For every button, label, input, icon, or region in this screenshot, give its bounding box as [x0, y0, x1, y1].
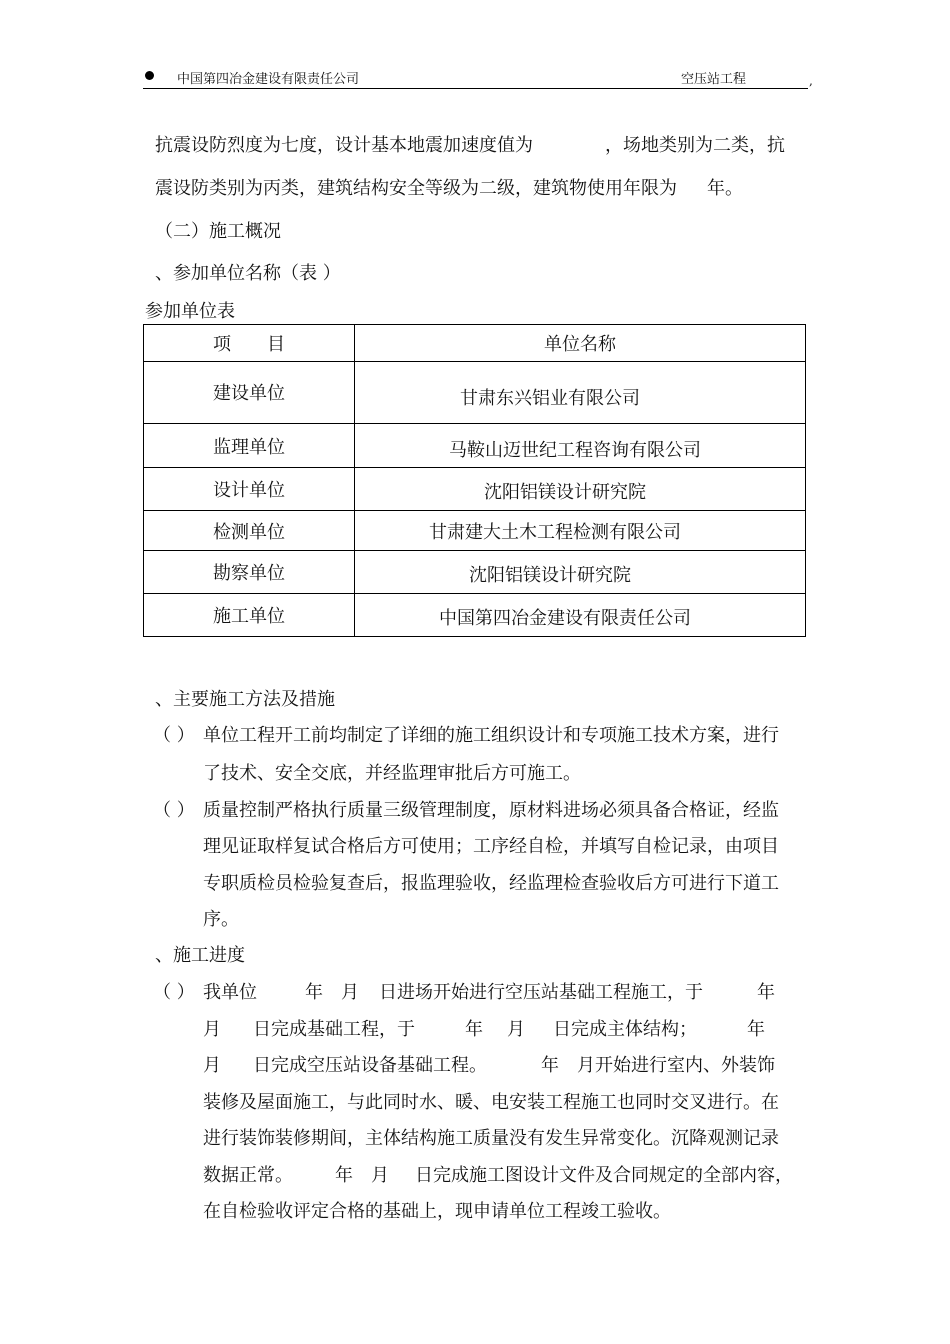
- intro-line-2: [155, 174, 743, 200]
- table-row: [144, 594, 806, 637]
- subsection-2-title: 、主要施工方法及措施: [155, 689, 335, 710]
- method-2-line-1: 质量控制严格执行质量三级管理制度，原材料进场必须具备合格证，经监: [203, 800, 779, 821]
- page-header: [143, 66, 813, 89]
- table-cell-name: 中国第四冶金建设有限责任公司: [355, 594, 806, 637]
- progress-word: 数据正常。: [203, 1165, 293, 1186]
- bullet-icon: [145, 71, 154, 80]
- method-1-number: （ ）: [153, 725, 195, 746]
- table-cell-item: 设计单位: [144, 468, 355, 511]
- table-row: [144, 511, 806, 551]
- table-header-name: 单位名称: [355, 325, 806, 362]
- table-row: [144, 424, 806, 468]
- method-1-line-1: 单位工程开工前均制定了详细的施工组织设计和专项施工技术方案，进行: [203, 725, 779, 746]
- progress-line-3: [203, 1051, 775, 1077]
- method-2-line-3: 专职质检员检验复查后，报监理验收，经监理检查验收后方可进行下道工: [203, 873, 779, 894]
- progress-word: 年: [747, 1019, 765, 1040]
- progress-word: 年: [465, 1019, 483, 1040]
- table-cell-name: 马鞍山迈世纪工程咨询有限公司: [355, 424, 806, 468]
- progress-line-2: [203, 1015, 765, 1041]
- table-cell-name: 沈阳铝镁设计研究院: [355, 468, 806, 511]
- table-header-item: 项 目: [144, 325, 355, 362]
- progress-line-1: [203, 978, 775, 1004]
- section-2-title: （二）施工概况: [155, 221, 281, 242]
- table-caption: 参加单位表: [145, 301, 235, 322]
- intro-line-2-b: 年。: [707, 178, 743, 199]
- progress-word: 年: [335, 1165, 353, 1186]
- table-row: [144, 468, 806, 511]
- table-cell-item: 检测单位: [144, 511, 355, 551]
- table-row: [144, 551, 806, 594]
- progress-word: 月: [203, 1055, 221, 1076]
- method-1-line-2: 了技术、安全交底，并经监理审批后方可施工。: [203, 763, 581, 784]
- header-project: 空压站工程: [681, 72, 747, 87]
- intro-line-1-b: ，场地类别为二类，抗: [605, 135, 785, 156]
- progress-number: （ ）: [153, 982, 195, 1003]
- table-cell-item: 施工单位: [144, 594, 355, 637]
- method-2-number: （ ）: [153, 800, 195, 821]
- progress-line-5: 进行装饰装修期间，主体结构施工质量没有发生异常变化。沉降观测记录: [203, 1128, 779, 1149]
- table-cell-item: 监理单位: [144, 424, 355, 468]
- progress-word: 年: [757, 982, 775, 1003]
- progress-line-7: 在自检验收评定合格的基础上，现申请单位工程竣工验收。: [203, 1201, 671, 1222]
- table-cell-item: 勘察单位: [144, 551, 355, 594]
- progress-word: 日完成基础工程，于: [253, 1019, 415, 1040]
- progress-word: 年: [305, 982, 323, 1003]
- progress-word: 日进场开始进行空压站基础工程施工，于: [379, 982, 703, 1003]
- table-row: [144, 362, 806, 424]
- table-header-row: [144, 325, 806, 362]
- subsection-3-title: 、施工进度: [155, 945, 245, 966]
- table-cell-name: 沈阳铝镁设计研究院: [355, 551, 806, 594]
- progress-word: 日完成主体结构；: [553, 1019, 697, 1040]
- progress-word: 日完成施工图设计文件及合同规定的全部内容，: [415, 1165, 793, 1186]
- intro-line-1: [155, 131, 785, 157]
- progress-line-6: [203, 1161, 793, 1187]
- table-cell-name: 甘肃东兴铝业有限公司: [355, 362, 806, 424]
- intro-line-2-a: 震设防类别为丙类，建筑结构安全等级为二级，建筑物使用年限为: [155, 178, 677, 199]
- table-cell-item: 建设单位: [144, 362, 355, 424]
- header-mark: ,: [809, 74, 813, 88]
- progress-word: 月: [341, 982, 359, 1003]
- method-2-line-4: 序。: [203, 909, 239, 930]
- progress-word: 月: [507, 1019, 525, 1040]
- participating-units-table: [143, 324, 806, 637]
- intro-line-1-a: 抗震设防烈度为七度，设计基本地震加速度值为: [155, 135, 533, 156]
- progress-word: 年: [541, 1055, 559, 1076]
- header-company: 中国第四冶金建设有限责任公司: [177, 72, 360, 87]
- progress-word: 月开始进行室内、外装饰: [577, 1055, 775, 1076]
- subsection-1-title: 、参加单位名称（表 ）: [155, 263, 341, 284]
- progress-word: 月: [371, 1165, 389, 1186]
- progress-word: 我单位: [203, 982, 257, 1003]
- progress-word: 日完成空压站设备基础工程。: [253, 1055, 487, 1076]
- progress-word: 月: [203, 1019, 221, 1040]
- method-2-line-2: 理见证取样复试合格后方可使用；工序经自检，并填写自检记录，由项目: [203, 836, 779, 857]
- table-cell-name: 甘肃建大土木工程检测有限公司: [355, 511, 806, 551]
- progress-line-4: 装修及屋面施工，与此同时水、暖、电安装工程施工也同时交叉进行。在: [203, 1092, 779, 1113]
